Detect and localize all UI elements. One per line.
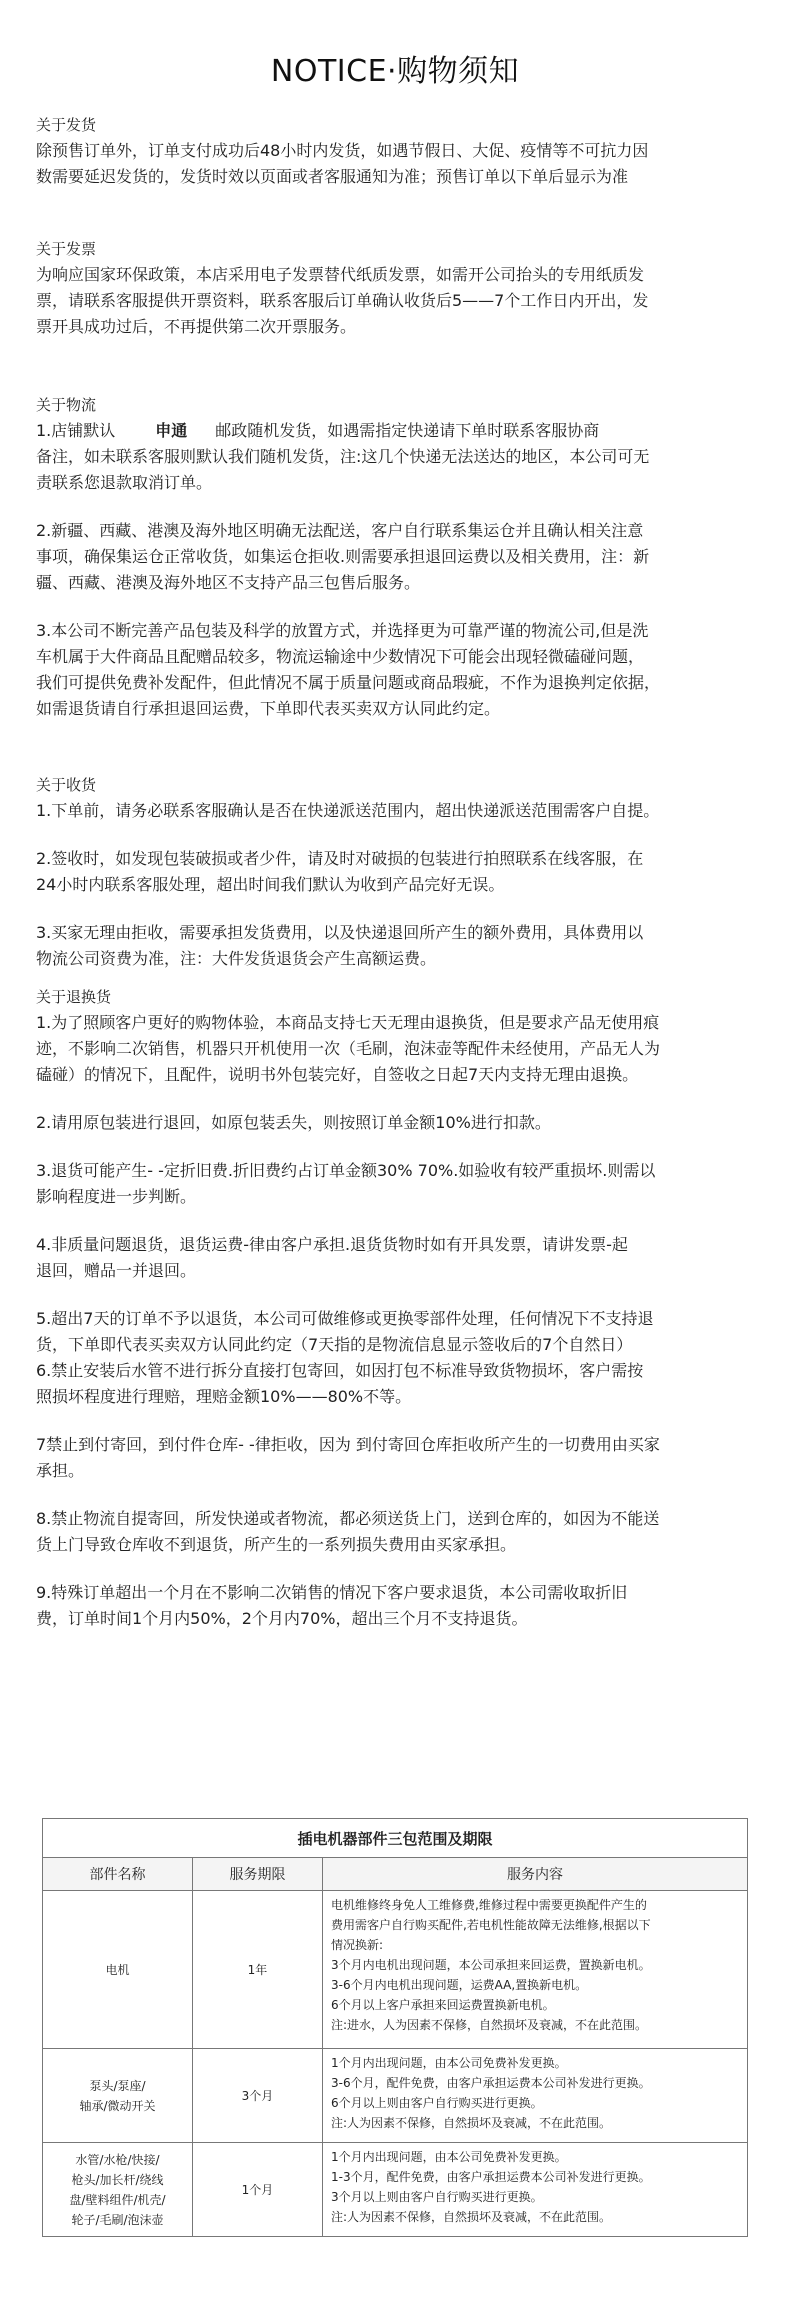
receiving-item-2 bbox=[36, 846, 754, 898]
table-row bbox=[43, 1891, 748, 2049]
content-line: 情况换新: bbox=[331, 1938, 384, 1952]
logistics-item-2 bbox=[36, 518, 754, 596]
content-line: 电机维修终身免人工维修费,维修过程中需要更换配件产生的 bbox=[331, 1898, 647, 1912]
service-content bbox=[323, 2143, 748, 2237]
text-line: 除预售订单外，订单支付成功后48小时内发货，如遇节假日、大促、疫情等不可抗力因 bbox=[36, 141, 649, 160]
logistics-heading: 关于物流 bbox=[36, 396, 97, 414]
part-name: 水管/水枪/快接/ 枪头/加长杆/绕线 盘/壁料组件/机壳/ 轮子/毛刷/泡沫壶 bbox=[43, 2143, 193, 2237]
text-line: 3.本公司不断完善产品包装及科学的放置方式，并选择更为可靠严谨的物流公司,但是洗 bbox=[36, 621, 649, 640]
text-line: 为响应国家环保政策，本店采用电子发票替代纸质发票，如需开公司抬头的专用纸质发 bbox=[36, 265, 645, 284]
table-caption: 插电机器部件三包范围及期限 bbox=[43, 1819, 748, 1858]
text-line: 4.非质量问题退货，退货运费-律由客户承担.退货货物时如有开具发票，请讲发票-起 bbox=[36, 1235, 628, 1254]
part-name: 泵头/泵座/ 轴承/微动开关 bbox=[43, 2049, 193, 2143]
text-line: 迹，不影响二次销售，机器只开机使用一次（毛刷，泡沫壶等配件未经使用，产品无人为 bbox=[36, 1039, 661, 1058]
content-line: 1个月内出现问题，由本公司免费补发更换。 bbox=[331, 2056, 567, 2070]
content-line: 3个月内电机出现问题，本公司承担来回运费，置换新电机。 bbox=[331, 1958, 651, 1972]
shipping-text bbox=[36, 138, 754, 190]
returns-item-2 bbox=[36, 1110, 754, 1136]
text-line: 物流公司资费为准，注：大件发货退货会产生高额运费。 bbox=[36, 949, 437, 968]
text-line bbox=[36, 418, 754, 444]
text-line: 6.禁止安装后水管不进行拆分直接打包寄回，如因打包不标准导致货物损坏，客户需按 bbox=[36, 1361, 644, 1380]
table-header: 服务内容 bbox=[323, 1858, 748, 1891]
content-line: 费用需客户自行购买配件,若电机性能故障无法维修,根据以下 bbox=[331, 1918, 651, 1932]
text-line: 事项，确保集运仓正常收货，如集运仓拒收.则需要承担退回运费以及相关费用，注：新 bbox=[36, 547, 650, 566]
receiving-heading: 关于收货 bbox=[36, 776, 97, 794]
service-period: 1年 bbox=[193, 1891, 323, 2049]
table-header: 服务期限 bbox=[193, 1858, 323, 1891]
returns-item-3 bbox=[36, 1158, 754, 1210]
content-line: 3个月以上则由客户自行购买进行更换。 bbox=[331, 2190, 543, 2204]
page-title: NOTICE·购物须知 bbox=[270, 54, 520, 89]
logistics-item-1 bbox=[36, 418, 754, 496]
text-line: 1.为了照顾客户更好的购物体验，本商品支持七天无理由退换货，但是要求产品无使用痕 bbox=[36, 1013, 660, 1032]
content-line: 注:进水，人为因素不保修，自然损坏及衰减，不在此范围。 bbox=[331, 2018, 648, 2032]
text-line: 责联系您退款取消订单。 bbox=[36, 473, 213, 492]
table-row bbox=[43, 2049, 748, 2143]
text-line: 2.请用原包装进行退回，如原包装丢失，则按照订单金额10%进行扣款。 bbox=[36, 1113, 551, 1132]
shipping-heading: 关于发货 bbox=[36, 116, 97, 134]
content-line: 6个月以上客户承担来回运费置换新电机。 bbox=[331, 1998, 555, 2012]
text-line: 9.特殊订单超出一个月在不影响二次销售的情况下客户要求退货，本公司需收取折旧 bbox=[36, 1583, 628, 1602]
service-period: 1个月 bbox=[193, 2143, 323, 2237]
returns-heading: 关于退换货 bbox=[36, 988, 112, 1006]
service-content bbox=[323, 2049, 748, 2143]
text-line: 承担。 bbox=[36, 1461, 85, 1480]
text-line: 2.新疆、西藏、港澳及海外地区明确无法配送，客户自行联系集运仓并且确认相关注意 bbox=[36, 521, 644, 540]
returns-item-8 bbox=[36, 1506, 754, 1558]
warranty-table-wrapper bbox=[42, 1818, 748, 2237]
returns-item-9 bbox=[36, 1580, 754, 1632]
text-line: 疆、西藏、港澳及海外地区不支持产品三包售后服务。 bbox=[36, 573, 421, 592]
logistics-item-3 bbox=[36, 618, 754, 722]
invoice-text bbox=[36, 262, 754, 340]
invoice-heading: 关于发票 bbox=[36, 240, 97, 258]
service-period: 3个月 bbox=[193, 2049, 323, 2143]
text-line: 8.禁止物流自提寄回，所发快递或者物流，都必须送货上门，送到仓库的，如因为不能送 bbox=[36, 1509, 660, 1528]
text-line: 我们可提供免费补发配件，但此情况不属于质量问题或商品瑕疵，不作为退换判定依据， bbox=[36, 673, 661, 692]
text-line: 货上门导致仓库收不到退货，所产生的一系列损失费用由买家承担。 bbox=[36, 1535, 517, 1554]
text-line: 备注，如未联系客服则默认我们随机发货，注:这几个快递无法送达的地区，本公司可无 bbox=[36, 447, 650, 466]
content-line: 1-3个月，配件免费，由客户承担运费本公司补发进行更换。 bbox=[331, 2170, 651, 2184]
text-line: 3.买家无理由拒收，需要承担发货费用，以及快递退回所产生的额外费用，具体费用以 bbox=[36, 923, 644, 942]
content-line: 3-6个月，配件免费，由客户承担运费本公司补发进行更换。 bbox=[331, 2076, 651, 2090]
text-line: 照损坏程度进行理赔，理赔金额10%——80%不等。 bbox=[36, 1387, 412, 1406]
table-row bbox=[43, 2143, 748, 2237]
text-line: 2.签收时，如发现包装破损或者少件，请及时对破损的包装进行拍照联系在线客服，在 bbox=[36, 849, 644, 868]
text-line: 票，请联系客服提供开票资料，联系客服后订单确认收货后5——7个工作日内开出，发 bbox=[36, 291, 649, 310]
text-line: 退回，赠品一并退回。 bbox=[36, 1261, 197, 1280]
receiving-item-3 bbox=[36, 920, 754, 972]
returns-item-5-6 bbox=[36, 1306, 754, 1410]
text-line: 费，订单时间1个月内50%，2个月内70%，超出三个月不支持退货。 bbox=[36, 1609, 528, 1628]
receiving-item-1 bbox=[36, 798, 754, 824]
text-line: 磕碰）的情况下，且配件，说明书外包装完好，自签收之日起7天内支持无理由退换。 bbox=[36, 1065, 639, 1084]
text-line: 5.超出7天的订单不予以退货，本公司可做维修或更换零部件处理，任何情况下不支持退 bbox=[36, 1309, 654, 1328]
text-line: 车机属于大件商品且配赠品较多，物流运输途中少数情况下可能会出现轻微磕碰问题， bbox=[36, 647, 645, 666]
notice-content bbox=[36, 112, 754, 1632]
returns-item-4 bbox=[36, 1232, 754, 1284]
warranty-table bbox=[42, 1818, 748, 2237]
service-content bbox=[323, 1891, 748, 2049]
logistics-item-1-rest: 邮政随机发货，如遇需指定快递请下单时联系客服协商 bbox=[215, 421, 600, 440]
text-line: 1.下单前，请务必联系客服确认是否在快递派送范围内，超出快递派送范围需客户自提。 bbox=[36, 801, 660, 820]
text-line: 影响程度进一步判断。 bbox=[36, 1187, 197, 1206]
part-name: 电机 bbox=[43, 1891, 193, 2049]
default-courier: 申通 bbox=[155, 421, 188, 440]
text-line: 如需退货请自行承担退回运费，下单即代表买卖双方认同此约定。 bbox=[36, 699, 501, 718]
text-line: 3.退货可能产生- -定折旧费.折旧费约占订单金额30% 70%.如验收有较严重损坏.则需以 bbox=[36, 1161, 656, 1180]
text-line: 24小时内联系客服处理，超出时间我们默认为收到产品完好无误。 bbox=[36, 875, 505, 894]
table-header: 部件名称 bbox=[43, 1858, 193, 1891]
returns-item-7 bbox=[36, 1432, 754, 1484]
text-line: 货，下单即代表买卖双方认同此约定（7天指的是物流信息显示签收后的7个自然日） bbox=[36, 1335, 633, 1354]
content-line: 注:人为因素不保修，自然损坏及衰减，不在此范围。 bbox=[331, 2210, 612, 2224]
content-line: 6个月以上则由客户自行购买进行更换。 bbox=[331, 2096, 543, 2110]
content-line: 3-6个月内电机出现问题，运费AA,置换新电机。 bbox=[331, 1978, 588, 1992]
text-line: 数需要延迟发货的，发货时效以页面或者客服通知为准；预售订单以下单后显示为准 bbox=[36, 167, 629, 186]
content-line: 注:人为因素不保修，自然损坏及衰减，不在此范围。 bbox=[331, 2116, 612, 2130]
content-line: 1个月内出现问题，由本公司免费补发更换。 bbox=[331, 2150, 567, 2164]
returns-item-1 bbox=[36, 1010, 754, 1088]
logistics-item-1-prefix: 1.店铺默认 bbox=[36, 421, 116, 440]
text-line: 票开具成功过后，不再提供第二次开票服务。 bbox=[36, 317, 357, 336]
text-line: 7禁止到付寄回，到付件仓库- -律拒收，因为 到付寄回仓库拒收所产生的一切费用由买家 bbox=[36, 1435, 660, 1454]
